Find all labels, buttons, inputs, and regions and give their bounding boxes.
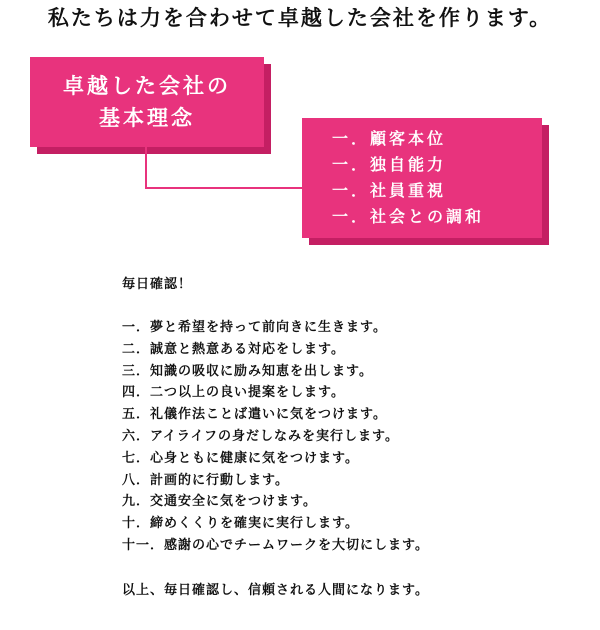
philosophy-box — [30, 57, 264, 147]
value-item: 一．社員重視 — [332, 181, 447, 200]
checklist-item: 八．計画的に行動します。 — [122, 472, 289, 488]
checklist-item: 六．アイライフの身だしなみを実行します。 — [122, 428, 400, 444]
checklist-item: 十．締めくくりを確実に実行します。 — [122, 516, 359, 532]
checklist-item: 四．二つ以上の良い提案をします。 — [122, 385, 345, 401]
philosophy-title-line2: 基本理念 — [99, 106, 195, 130]
daily-checklist — [122, 275, 582, 601]
value-item: 一．顧客本位 — [332, 129, 447, 148]
checklist-item: 五．礼儀作法ことば遣いに気をつけます。 — [122, 407, 387, 423]
connector-line-horizontal — [145, 187, 302, 189]
value-item: 一．社会との調和 — [332, 207, 485, 226]
checklist-item: 七．心身ともに健康に気をつけます。 — [122, 450, 359, 466]
checklist-item: 一．夢と希望を持って前向きに生きます。 — [122, 320, 387, 335]
value-item: 一．独自能力 — [332, 155, 447, 174]
checklist-item: 二．誠意と熱意ある対応をします。 — [122, 341, 345, 357]
checklist-item: 九．交通安全に気をつけます。 — [122, 494, 317, 510]
headline: 私たちは力を合わせて卓越した会社を作ります。 — [47, 6, 553, 30]
checklist-footer: 以上、毎日確認し、信頼される人間になります。 — [122, 582, 429, 598]
checklist-title: 毎日確認！ — [122, 277, 193, 292]
connector-line-vertical — [145, 147, 147, 189]
checklist-item: 三．知識の吸収に励み知恵を出します。 — [122, 363, 373, 379]
values-box — [302, 118, 542, 238]
philosophy-title-line1: 卓越した会社の — [63, 74, 231, 98]
checklist-item: 十一．感謝の心でチームワークを大切にします。 — [122, 537, 429, 553]
